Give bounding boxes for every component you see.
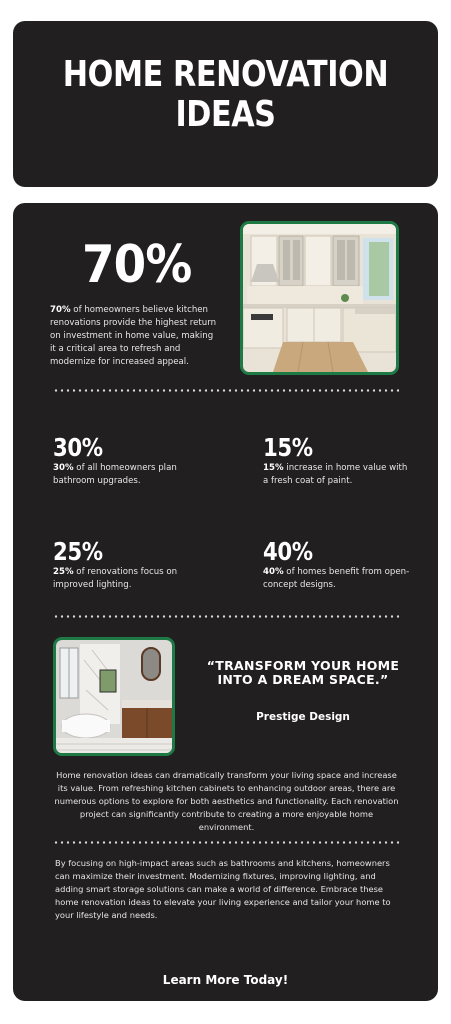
stat-bathroom bbox=[53, 435, 203, 488]
stat-value: 25% bbox=[53, 537, 103, 566]
hero-stat-description bbox=[50, 304, 220, 369]
divider bbox=[53, 389, 400, 392]
stat-bold: 25% bbox=[53, 567, 74, 577]
stat-description bbox=[263, 462, 413, 488]
hero-stat-value: 70% bbox=[82, 235, 192, 295]
quote-author: Prestige Design bbox=[256, 711, 350, 723]
stat-value: 40% bbox=[263, 537, 313, 566]
bathroom-illustration bbox=[56, 640, 172, 753]
stat-lighting bbox=[53, 539, 203, 592]
stat-description bbox=[53, 462, 203, 488]
stat-description bbox=[263, 566, 413, 592]
quote-text: “TRANSFORM YOUR HOME INTO A DREAM SPACE.” bbox=[206, 658, 400, 687]
title-card bbox=[13, 21, 438, 187]
stat-value: 15% bbox=[263, 433, 313, 462]
stat-text: of renovations focus on improved lighting. bbox=[53, 567, 178, 590]
kitchen-photo bbox=[240, 221, 399, 375]
stat-paint bbox=[263, 435, 413, 488]
bathroom-photo bbox=[53, 637, 175, 756]
body-paragraph-1: Home renovation ideas can dramatically transform your living space and increase its value. From refreshing kitchen cabinets to enhancing outdoor areas, there are numerous options to explore for both aesthetics and functionality. Each renovation project can significantly contribute to creating a more enjoyable home environment. bbox=[54, 770, 399, 832]
title-line-2: IDEAS bbox=[175, 94, 276, 135]
body-paragraph-2: By focusing on high-impact areas such as bathrooms and kitchens, homeowners can maximize their investment. Modernizing fixtures, improving lighting, and adding smart storage solutions can make a world of difference. Embrace these home renovation ideas to elevate your living experience and tailor your home to your lifestyle and needs. bbox=[55, 858, 391, 920]
stat-text: of homes benefit from open-concept designs. bbox=[263, 567, 410, 590]
divider bbox=[53, 615, 400, 618]
main-card bbox=[13, 203, 438, 1001]
stat-bold: 15% bbox=[263, 463, 284, 473]
divider bbox=[53, 841, 400, 844]
stat-open-concept bbox=[263, 539, 413, 592]
title-line-1: HOME RENOVATION bbox=[62, 54, 389, 95]
stat-text: of all homeowners plan bathroom upgrades. bbox=[53, 463, 177, 486]
stat-text: increase in home value with a fresh coat of paint. bbox=[263, 463, 408, 486]
kitchen-illustration bbox=[243, 224, 396, 372]
hero-stat-bold: 70% bbox=[50, 305, 71, 315]
stat-bold: 40% bbox=[263, 567, 284, 577]
hero-stat-text: of homeowners believe kitchen renovations provide the highest return on investment in home value, making it a critical area to refresh and modernize for increased appeal. bbox=[50, 305, 217, 367]
learn-more-link[interactable]: Learn More Today! bbox=[162, 973, 289, 987]
page-title bbox=[47, 55, 404, 135]
stat-description bbox=[53, 566, 203, 592]
stat-value: 30% bbox=[53, 433, 103, 462]
stat-bold: 30% bbox=[53, 463, 74, 473]
